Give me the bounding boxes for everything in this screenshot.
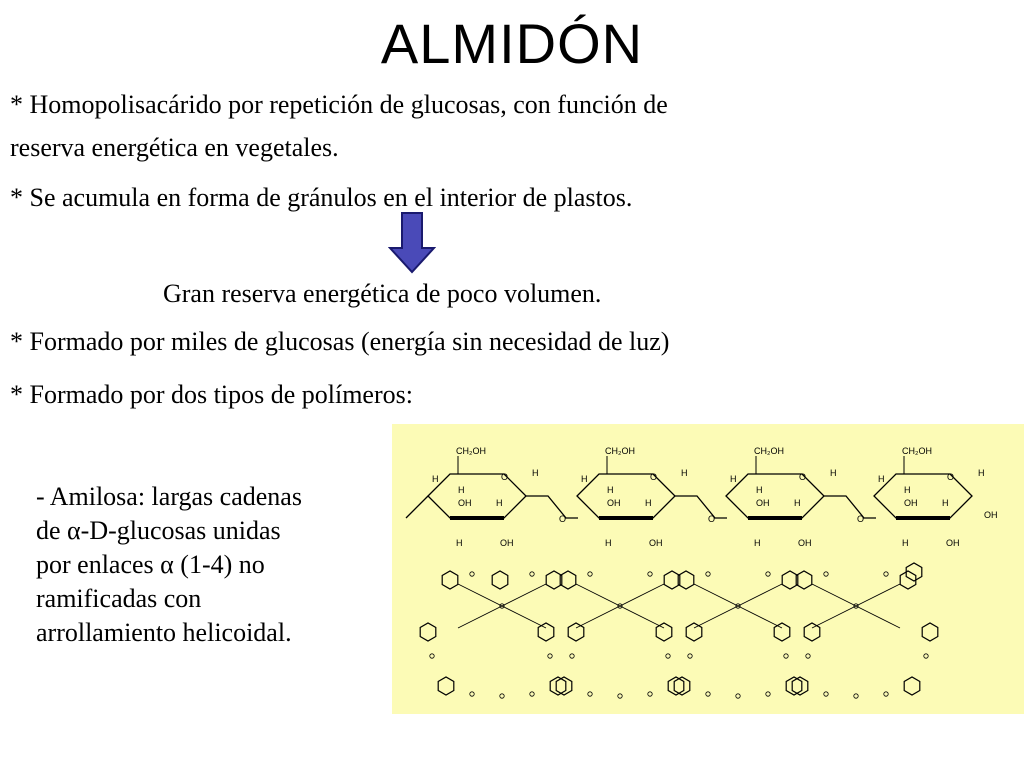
helix-glucose-unit [420,623,436,641]
helix-oxygen-link [824,572,828,576]
h-label: H [878,474,885,484]
oh-label: OH [798,538,812,548]
amilosa-line: por enlaces α (1-4) no [36,550,265,579]
glucose-ring [428,474,526,518]
helix-oxygen-link [588,692,592,696]
h-label: H [605,538,612,548]
glycosidic-bond [675,496,727,518]
bullet-homopolisacarido-line1: * Homopolisacárido por repetición de glucosas, con función de [10,90,668,119]
helix-oxygen-link [648,692,652,696]
ch2oh-label: CH₂OH [754,446,784,456]
amilosa-line: arrollamiento helicoidal. [36,618,292,647]
helix-oxygen-link [884,692,888,696]
terminal-oh-label: OH [984,510,998,520]
ring-oxygen-label: O [799,472,807,482]
helix-glucose-unit [774,623,790,641]
helix-glucose-unit [664,571,680,589]
helix-oxygen-link [470,572,474,576]
helix-glucose-unit [442,571,458,589]
oh-label: OH [607,498,621,508]
amilosa-line: ramificadas con [36,584,202,613]
bullet-miles-glucosas: * Formado por miles de glucosas (energía sin necesidad de luz) [10,327,670,356]
glucose-ring [577,474,675,518]
oh-label: OH [756,498,770,508]
helix-oxygen-link [570,654,574,658]
helix-glucose-unit [438,677,454,695]
oh-label: OH [904,498,918,508]
helix-oxygen-link [500,694,504,698]
down-arrow-icon [388,212,436,274]
helix-glucose-unit [904,677,920,695]
h-label: H [756,485,763,495]
helix-glucose-unit [668,677,684,695]
helix-oxygen-link [706,572,710,576]
helix-glucose-unit [550,677,566,695]
slide-title: ALMIDÓN [380,12,644,75]
helix-oxygen-link [648,572,652,576]
chain-tail [406,496,428,518]
amilosa-line: de α-D-glucosas unidas [36,516,281,545]
helix-oxygen-link [548,654,552,658]
helix-glucose-unit [560,571,576,589]
h-label: H [532,468,539,478]
helix-oxygen-link [854,694,858,698]
ring-oxygen-label: O [650,472,658,482]
ch2oh-label: CH₂OH [902,446,932,456]
helix-oxygen-link [884,572,888,576]
helix-oxygen-link [688,654,692,658]
glycosidic-oxygen-label: O [559,514,567,524]
helix-oxygen-link [530,692,534,696]
helix-oxygen-link [666,654,670,658]
helix-glucose-unit [786,677,802,695]
helix-glucose-unit [922,623,938,641]
h-label: H [904,485,911,495]
helix-oxygen-link [924,654,928,658]
glycosidic-oxygen-label: O [857,514,865,524]
helix-glucose-unit [656,623,672,641]
h-label: H [978,468,985,478]
oh-label: OH [500,538,514,548]
helix-oxygen-link [618,694,622,698]
ring-oxygen-label: O [947,472,955,482]
glycosidic-bond [824,496,876,518]
helix-oxygen-link [806,654,810,658]
h-label: H [942,498,949,508]
conclusion-text: Gran reserva energética de poco volumen. [163,279,602,308]
glycosidic-bond [526,496,578,518]
helix-glucose-unit [546,571,562,589]
helix-oxygen-link [766,692,770,696]
helix-oxygen-link [430,654,434,658]
helix-oxygen-link [588,572,592,576]
ring-oxygen-label: O [501,472,509,482]
h-label: H [730,474,737,484]
h-label: H [645,498,652,508]
h-label: H [456,538,463,548]
oh-label: OH [458,498,472,508]
bullet-granulos: * Se acumula en forma de gránulos en el interior de plastos. [10,183,633,212]
ch2oh-label: CH₂OH [456,446,486,456]
oh-label: OH [946,538,960,548]
helix-oxygen-link [824,692,828,696]
ch2oh-label: CH₂OH [605,446,635,456]
glucose-ring [874,474,972,518]
amilosa-line: - Amilosa: largas cadenas [36,482,302,511]
helix-glucose-unit [678,571,694,589]
amilosa-structure-diagram [392,424,1024,714]
h-label: H [830,468,837,478]
bullet-dos-polimeros: * Formado por dos tipos de polímeros: [10,380,413,409]
h-label: H [681,468,688,478]
helix-glucose-unit [538,623,554,641]
glycosidic-oxygen-label: O [708,514,716,524]
amilosa-structure-svg [392,424,1024,714]
h-label: H [794,498,801,508]
h-label: H [581,474,588,484]
helix-oxygen-link [706,692,710,696]
bullet-homopolisacarido-line2: reserva energética en vegetales. [10,133,339,162]
helix-glucose-unit [796,571,812,589]
helix-glucose-unit [492,571,508,589]
h-label: H [496,498,503,508]
helix-oxygen-link [736,694,740,698]
h-label: H [607,485,614,495]
helix-glucose-unit [556,677,572,695]
glucose-ring [726,474,824,518]
helix-oxygen-link [784,654,788,658]
h-label: H [902,538,909,548]
helix-glucose-unit [792,677,808,695]
amilosa-description [36,480,396,650]
h-label: H [458,485,465,495]
helix-oxygen-link [766,572,770,576]
helix-oxygen-link [530,572,534,576]
helix-glucose-unit [674,677,690,695]
oh-label: OH [649,538,663,548]
helix-oxygen-link [470,692,474,696]
h-label: H [432,474,439,484]
h-label: H [754,538,761,548]
helix-glucose-unit [782,571,798,589]
